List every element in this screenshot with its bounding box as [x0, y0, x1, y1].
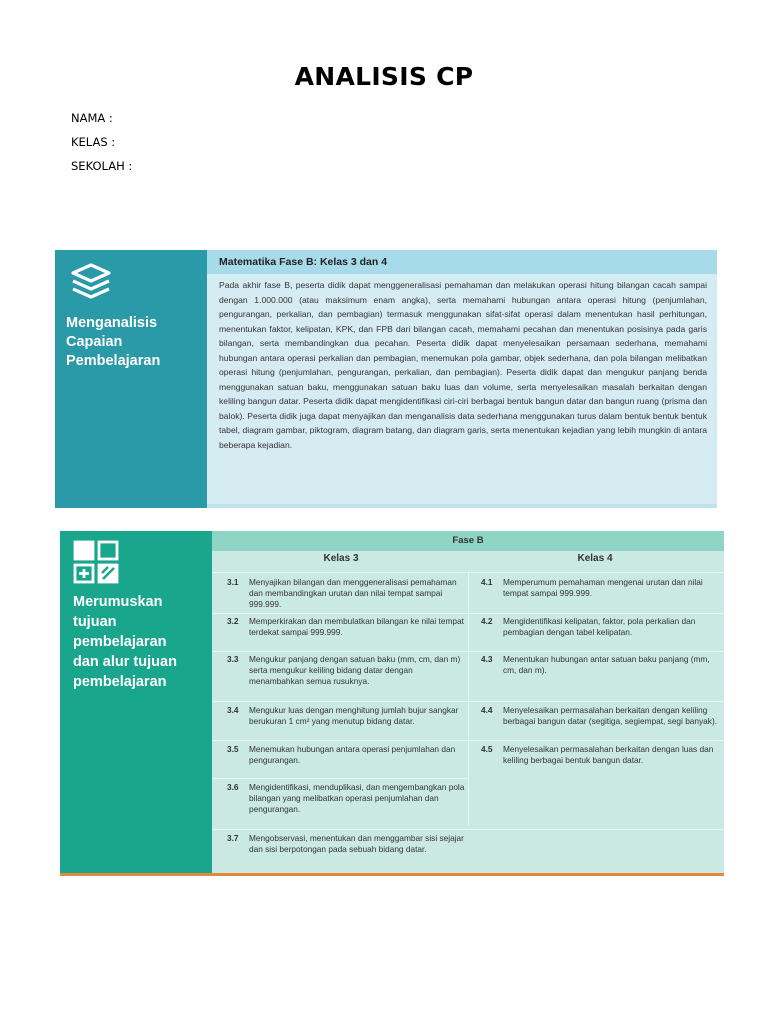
document-title: ANALISIS CP: [294, 62, 474, 91]
field-kelas: KELAS :: [71, 135, 116, 149]
capaian-bottom-border: [207, 504, 717, 508]
capaian-side-title-3: Pembelajaran: [66, 353, 161, 369]
capaian-sidebar: [55, 250, 207, 508]
field-nama: NAMA :: [71, 111, 113, 125]
row-text: Mengidentifikasi kelipatan, faktor, pola perkalian dan pembagian dengan tabel kelipatan.: [503, 616, 696, 637]
row-number: 3.4: [227, 705, 239, 715]
row-text: Menyelesaikan permasalahan berkaitan dengan luas dan keliling berbagai bentuk bangun datar.: [503, 744, 714, 765]
row-number: 4.3: [481, 654, 493, 664]
row-number: 4.5: [481, 744, 493, 754]
row-text: Menyajikan bilangan dan menggeneralisasi pemahaman dan membandingkan urutan dan nilai tempat sampai 999.999.: [249, 577, 457, 609]
grid-shapes-icon: [73, 540, 121, 584]
kelas3-header: Kelas 3: [323, 553, 359, 564]
row-text: Memperumum pemahaman mengenai urutan dan nilai tempat sampai 999.999.: [503, 577, 703, 598]
row-text: Mengukur luas dengan menghitung jumlah bujur sangkar berukuran 1 cm² yang menutup bidang datar.: [249, 705, 459, 726]
column-divider: [468, 571, 469, 826]
capaian-panel: [55, 250, 717, 508]
tujuan-side-title-3: pembelajaran: [73, 634, 167, 650]
row-number: 3.2: [227, 616, 239, 626]
row-number: 4.1: [481, 577, 493, 587]
row-divider: [212, 701, 724, 702]
capaian-side-title-1: Menganalisis: [66, 315, 158, 331]
capaian-content: [207, 250, 717, 508]
row-divider: [212, 778, 468, 779]
tujuan-side-title-5: pembelajaran: [73, 674, 167, 690]
tujuan-panel: [60, 531, 724, 876]
row-text: Memperkirakan dan membulatkan bilangan ke nilai tempat terdekat sampai 999.999.: [249, 616, 464, 637]
row-text: Menemukan hubungan antara operasi penjumlahan dan pengurangan.: [249, 744, 456, 765]
field-sekolah: SEKOLAH :: [71, 159, 133, 173]
tujuan-bottom-border: [60, 873, 724, 876]
tujuan-side-title-4: dan alur tujuan: [73, 654, 177, 670]
row-divider: [212, 613, 724, 614]
row-number: 3.6: [227, 782, 239, 792]
row-number: 3.1: [227, 577, 239, 587]
row-number: 4.4: [481, 705, 493, 715]
row-text: Menyelesaikan permasalahan berkaitan dengan keliling berbagai bangun datar (segitiga, segiempat, segi banyak).: [503, 705, 718, 726]
row-divider: [212, 829, 724, 830]
row-text: Mengukur panjang dengan satuan baku (mm, cm, dan m) serta mengukur keliling bidang datar dengan menambahkan semua rusuknya.: [249, 654, 461, 686]
tujuan-side-title-2: tujuan: [73, 614, 117, 630]
tujuan-sidebar: [60, 531, 212, 876]
capaian-text: Pada akhir fase B, peserta didik dapat menggeneralisasi pemahaman dan melakukan operasi hitung bilangan cacah sampai dengan 1.000.000 (atau maksimum enam angka), serta memahami hubungan antara operasi hitung (penjumlahan, pengurangan, perkalian, dan pembagian) termasuk menggunakan sifat-sifat operasi dalam menentukan hasil perhitungan, menentukan faktor, kelipatan, KPK, dan FPB dari bilangan cacah, memahami pecahan dan menentukan posisinya pada garis bilangan, serta membandingkan dua pecahan. Peserta didik dapat menyelesaikan persamaan sederhana, memahami hubungan antara operasi perkalian dan pembagian, menemukan pola gambar, objek sederhana, dan pola bilangan melibatkan operasi hitung (penjumlahan, pengurangan, perkalian, dan pembagian). Peserta didik dapat dan mengukur panjang benda menggunakan satuan baku, menggunakan satuan baku luas dan volume, serta menyelesaikan masalah berkaitan dengan keliling bangun datar. Peserta didik dapat mengidentifikasi ciri-ciri berbagai bentuk bangun datar dan bangun ruang (prisma dan balok). Peserta didik juga dapat menyajikan dan menganalisis data sederhana menggunakan turus dalam bentuk bentuk bentuk tabel, diagram gambar, piktogram, diagram batang, dan diagram garis, serta menentukan kejadian yang lebih mungkin di antara beberapa kejadian.: [219, 280, 707, 450]
row-number: 3.7: [227, 833, 239, 843]
capaian-side-title-2: Capaian: [66, 334, 123, 350]
row-number: 3.5: [227, 744, 239, 754]
row-number: 3.3: [227, 654, 239, 664]
kelas4-header: Kelas 4: [577, 553, 613, 564]
row-text: Menentukan hubungan antar satuan baku panjang (mm, cm, dan m).: [503, 654, 710, 675]
tujuan-side-title-1: Merumuskan: [73, 594, 163, 610]
capaian-header: Matematika Fase B: Kelas 3 dan 4: [207, 250, 717, 274]
fase-header: Fase B: [212, 531, 724, 551]
row-text: Mengobservasi, menentukan dan menggambar sisi sejajar dan sisi berpotongan pada sebuah bidang datar.: [249, 833, 464, 854]
row-divider: [212, 572, 724, 573]
row-number: 4.2: [481, 616, 493, 626]
layers-icon: [67, 262, 115, 302]
row-text: Mengidentifikasi, menduplikasi, dan mengembangkan pola bilangan yang melibatkan operasi penjumlahan dan pengurangan.: [249, 782, 465, 814]
row-divider: [212, 651, 724, 652]
row-divider: [212, 740, 724, 741]
